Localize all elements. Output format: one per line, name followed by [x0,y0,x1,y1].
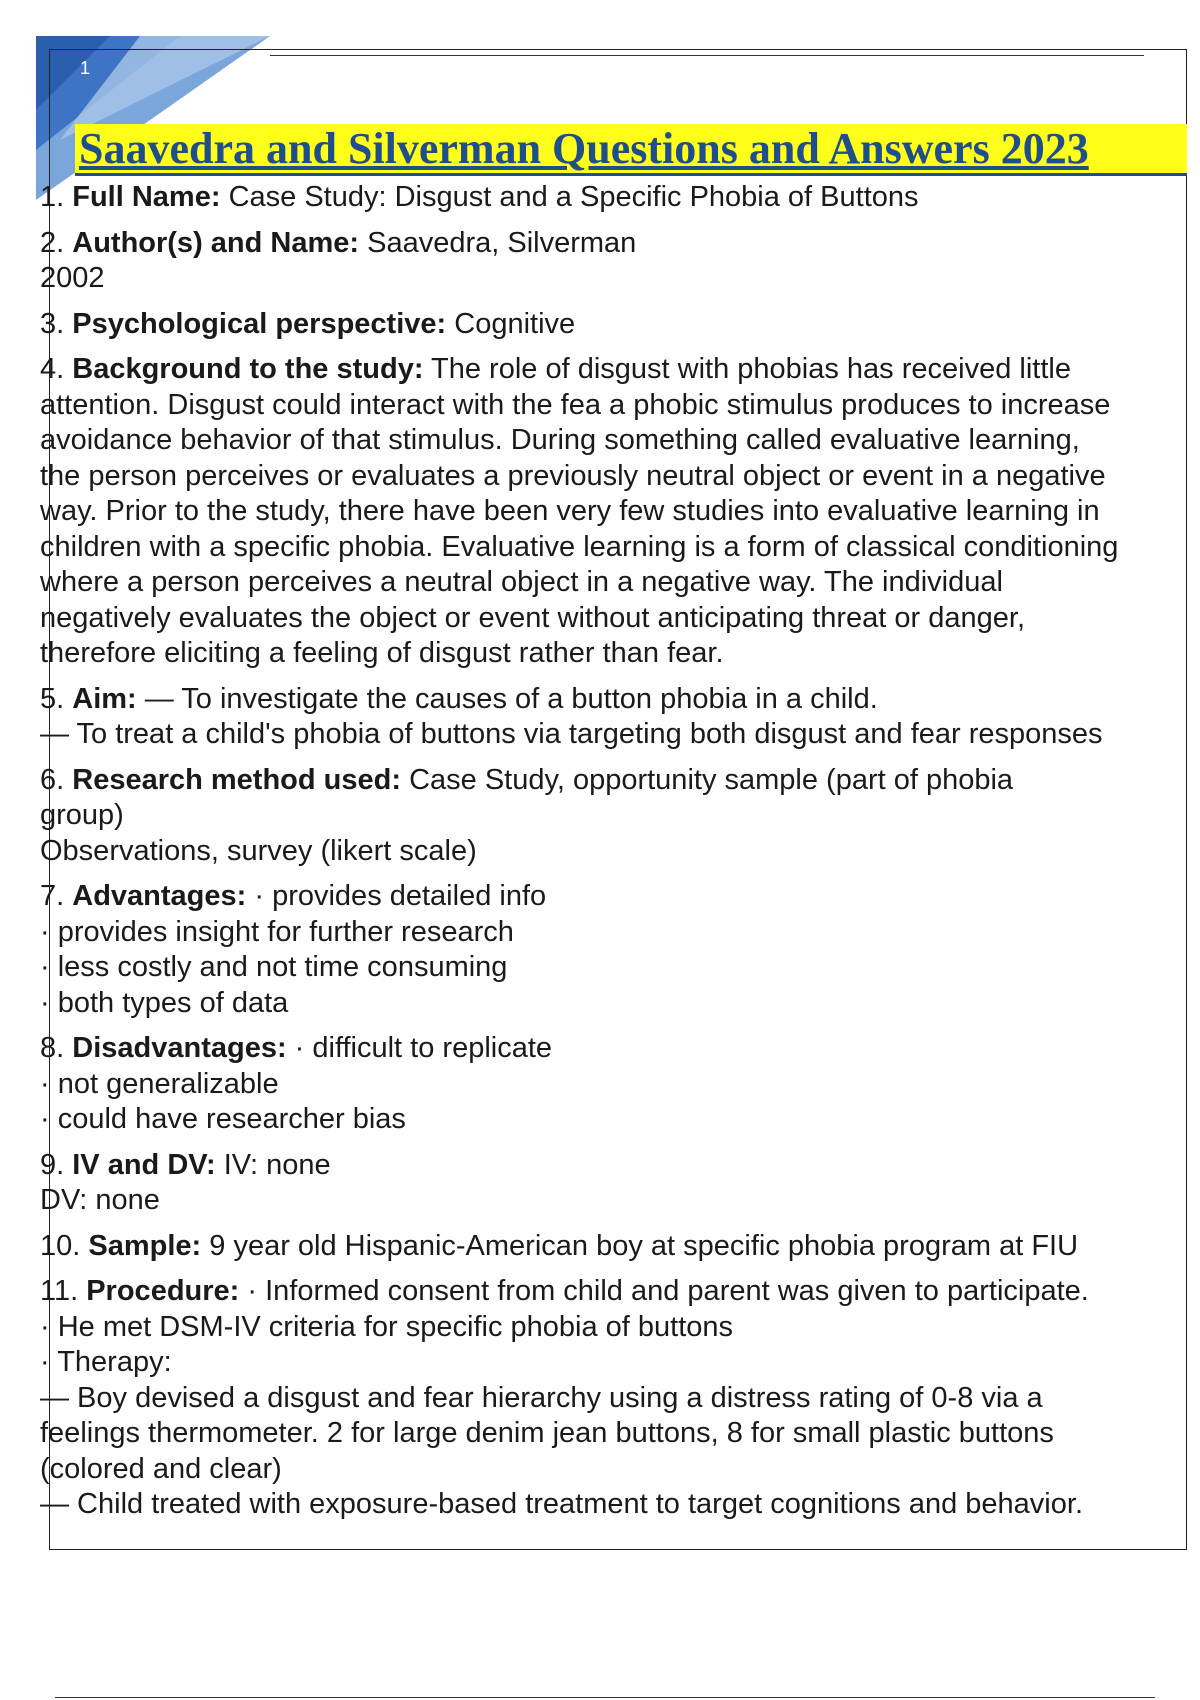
qa-item [40,226,1195,297]
qa-first-line [40,1148,1195,1184]
qa-first-line [40,682,1195,718]
qa-item [40,1274,1195,1523]
item-text: — Child treated with exposure-based treatment to target cognitions and behavior. [40,1488,1083,1520]
item-label: Author(s) and Name: [72,226,360,259]
item-label: Advantages: [72,880,247,912]
qa-continuation-line [40,423,1195,459]
qa-continuation-line [40,1067,1195,1103]
qa-continuation-line [40,1381,1195,1417]
item-text: · provides detailed info [254,880,547,912]
item-text: group) [40,799,124,831]
qa-first-line [40,879,1195,915]
qa-first-line [40,1229,1195,1265]
qa-first-line [40,1031,1195,1067]
qa-item [40,682,1195,753]
item-text: negatively evaluates the object or event without anticipating threat or danger, [40,601,1026,634]
qa-list [40,180,1195,1533]
qa-first-line [40,180,1195,216]
qa-continuation-line [40,388,1195,424]
qa-continuation-line [40,1452,1195,1488]
item-number: 1. [40,181,73,213]
item-text: IV: none [223,1148,331,1181]
qa-continuation-line [40,986,1195,1022]
item-number: 3. [40,307,73,340]
item-text: attention. Disgust could interact with the fea a phobic stimulus produces to increase [40,388,1111,421]
item-text: DV: none [40,1184,160,1216]
item-text: · Therapy: [40,1346,172,1378]
item-text: Cognitive [454,307,576,340]
qa-item [40,1148,1195,1219]
item-label: Full Name: [72,181,221,213]
item-label: Background to the study: [72,353,424,385]
qa-continuation-line [40,601,1195,637]
qa-item [40,1229,1195,1265]
item-text: the person perceives or evaluates a previously neutral object or event in a negative [40,459,1106,492]
qa-continuation-line [40,636,1195,672]
qa-continuation-line [40,494,1195,530]
item-number: 11. [40,1275,87,1307]
item-text: · provides insight for further research [40,915,514,948]
item-number: 4. [40,353,73,385]
qa-continuation-line [40,950,1195,986]
item-text: children with a specific phobia. Evaluative learning is a form of classical conditioning [40,530,1119,563]
item-text: avoidance behavior of that stimulus. During something called evaluative learning, [40,424,1080,456]
item-text: — Boy devised a disgust and fear hierarchy using a distress rating of 0-8 via a [40,1381,1043,1414]
item-text: Case Study, opportunity sample (part of phobia [409,763,1014,796]
item-text: Case Study: Disgust and a Specific Phobia of Buttons [228,181,919,213]
item-text: · He met DSM-IV criteria for specific phobia of buttons [40,1310,734,1343]
item-text: way. Prior to the study, there have been very few studies into evaluative learning in [40,495,1100,527]
item-text: The role of disgust with phobias has received little [431,353,1071,385]
qa-continuation-line [40,459,1195,495]
qa-item [40,352,1195,672]
item-text: · difficult to replicate [294,1032,553,1064]
qa-first-line [40,763,1195,799]
item-text: feelings thermometer. 2 for large denim jean buttons, 8 for small plastic buttons [40,1417,1054,1449]
qa-first-line [40,226,1195,262]
qa-item [40,1031,1195,1138]
item-text: Observations, survey (likert scale) [40,834,477,867]
item-label: Research method used: [72,763,402,796]
qa-item [40,180,1195,216]
qa-continuation-line [40,1183,1195,1219]
qa-continuation-line [40,1310,1195,1346]
qa-continuation-line [40,1487,1195,1523]
item-text: · could have researcher bias [40,1103,406,1135]
qa-first-line [40,352,1195,388]
page-number: 1 [80,58,91,78]
qa-continuation-line [40,915,1195,951]
item-text: 9 year old Hispanic-American boy at specific phobia program at FIU [209,1229,1079,1262]
item-text: Saavedra, Silverman [367,226,637,259]
item-text: (colored and clear) [40,1452,282,1485]
item-text: — To treat a child's phobia of buttons via targeting both disgust and fear responses [40,718,1103,750]
item-number: 10. [40,1229,89,1262]
item-label: IV and DV: [72,1148,216,1181]
qa-continuation-line [40,1102,1195,1138]
qa-continuation-line [40,717,1195,753]
item-text: · Informed consent from child and parent was given to participate. [247,1275,1089,1307]
qa-continuation-line [40,530,1195,566]
item-text: · not generalizable [40,1067,279,1100]
item-text: — To investigate the causes of a button phobia in a child. [144,682,878,715]
qa-continuation-line [40,1416,1195,1452]
qa-first-line [40,1274,1195,1310]
qa-continuation-line [40,565,1195,601]
item-text: where a person perceives a neutral object in a negative way. The individual [40,566,1003,598]
item-number: 9. [40,1148,73,1181]
item-number: 8. [40,1032,73,1064]
qa-continuation-line [40,1345,1195,1381]
qa-continuation-line [40,261,1195,297]
item-text: 2002 [40,262,105,294]
item-label: Psychological perspective: [72,307,447,340]
qa-item [40,763,1195,870]
qa-first-line [40,307,1195,343]
item-text: therefore eliciting a feeling of disgust rather than fear. [40,637,724,669]
qa-continuation-line [40,834,1195,870]
item-text: · less costly and not time consuming [40,951,508,983]
item-number: 2. [40,226,73,259]
item-label: Procedure: [86,1275,240,1307]
footer-rule [55,1697,1155,1698]
qa-item [40,307,1195,343]
item-number: 6. [40,763,73,796]
item-label: Disadvantages: [72,1032,287,1064]
item-number: 5. [40,682,73,715]
item-label: Aim: [72,682,137,715]
item-number: 7. [40,880,73,912]
qa-item [40,879,1195,1021]
qa-continuation-line [40,798,1195,834]
item-text: · both types of data [40,986,289,1019]
item-label: Sample: [88,1229,202,1262]
document-title: Saavedra and Silverman Questions and Answers 2023 [75,124,1187,176]
